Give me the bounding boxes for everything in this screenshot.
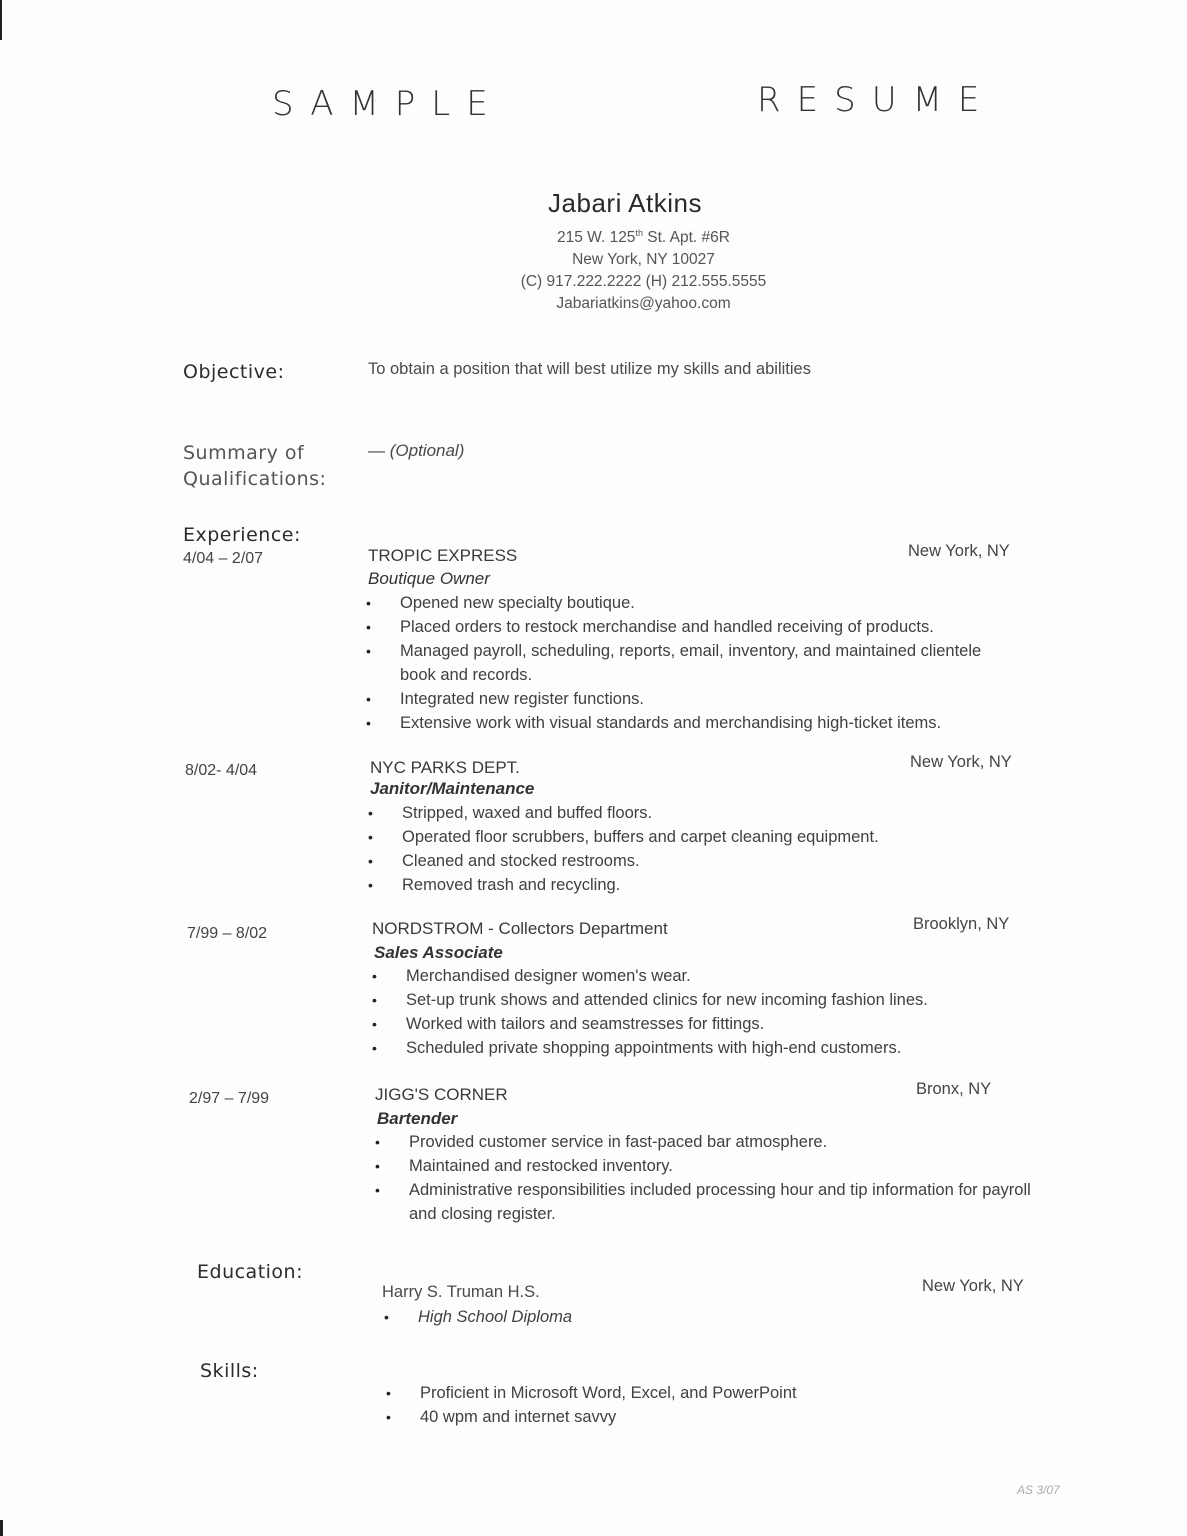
bullet-item: • Opened new specialty boutique. (366, 591, 1046, 615)
address-line: 215 W. 125th St. Apt. #6R (557, 228, 730, 247)
bullet-item: • Managed payroll, scheduling, reports, email, inventory, and maintained clientele book and records. (366, 639, 1020, 687)
bullet-item: • Integrated new register functions. (366, 687, 1046, 711)
job-bullets (368, 801, 1048, 897)
skill-item: • Proficient in Microsoft Word, Excel, and PowerPoint (386, 1381, 986, 1405)
bullet-item: • Operated floor scrubbers, buffers and carpet cleaning equipment. (368, 825, 1048, 849)
job-location: New York, NY (908, 542, 1010, 560)
applicant-name: Jabari Atkins (548, 188, 702, 218)
job-role: Bartender (377, 1109, 458, 1128)
email-address: Jabariatkins@yahoo.com (556, 295, 731, 313)
job-company: NORDSTROM - Collectors Department (372, 919, 668, 938)
job-dates: 4/04 – 2/07 (183, 550, 264, 567)
skills-bullets (386, 1381, 986, 1429)
bullet-item: • Extensive work with visual standards and merchandising high-ticket items. (366, 711, 1046, 735)
job-location: Brooklyn, NY (913, 915, 1010, 933)
bullet-item: • Removed trash and recycling. (368, 873, 1048, 897)
job-role: Boutique Owner (368, 569, 490, 588)
bullet-item: • Stripped, waxed and buffed floors. (368, 801, 1048, 825)
job-bullets (366, 591, 1046, 735)
education-label: Education: (197, 1261, 303, 1283)
education-degree: • High School Diploma (384, 1305, 884, 1329)
job-dates: 2/97 – 7/99 (189, 1090, 270, 1107)
objective-label: Objective: (183, 361, 285, 383)
job-company: NYC PARKS DEPT. (370, 758, 520, 777)
objective-text: To obtain a position that will best utilize my skills and abilities (368, 360, 811, 378)
bullet-item: • Provided customer service in fast-paced bar atmosphere. (375, 1130, 1055, 1154)
bullet-item: • Merchandised designer women's wear. (372, 964, 1052, 988)
bullet-item: • Placed orders to restock merchandise and handled receiving of products. (366, 615, 1046, 639)
job-bullets (372, 964, 1052, 1060)
title-resume: RESUME (757, 80, 996, 120)
scan-edge-mark-bottom (0, 1520, 3, 1536)
job-company: TROPIC EXPRESS (368, 546, 518, 565)
bullet-item: • Set-up trunk shows and attended clinics for new incoming fashion lines. (372, 988, 1052, 1012)
job-role: Janitor/Maintenance (370, 779, 535, 798)
bullet-item: • Worked with tailors and seamstresses for fittings. (372, 1012, 1052, 1036)
summary-label-line2: Qualifications: (183, 468, 327, 490)
footer-note: AS 3/07 (1017, 1483, 1060, 1497)
summary-text: — (Optional) (368, 441, 465, 460)
experience-label: Experience: (183, 524, 301, 546)
education-bullets (384, 1305, 884, 1329)
summary-label-line1: Summary of (183, 442, 305, 464)
job-bullets (375, 1130, 1055, 1226)
job-location: Bronx, NY (916, 1080, 992, 1098)
job-dates: 7/99 – 8/02 (187, 925, 268, 942)
job-role: Sales Associate (374, 943, 503, 962)
phone-line: (C) 917.222.2222 (H) 212.555.5555 (520, 273, 767, 291)
title-sample: SAMPLE (272, 84, 504, 124)
job-dates: 8/02- 4/04 (185, 762, 258, 779)
bullet-item: • Scheduled private shopping appointments with high-end customers. (372, 1036, 1052, 1060)
bullet-item: • Administrative responsibilities included processing hour and tip information for payroll and closing register. (375, 1178, 1059, 1226)
contact-block (0, 222, 1187, 315)
bullet-item: • Maintained and restocked inventory. (375, 1154, 1055, 1178)
job-location: New York, NY (910, 753, 1012, 771)
scan-edge-mark-top (0, 0, 2, 40)
city-line: New York, NY 10027 (572, 251, 715, 269)
education-school: Harry S. Truman H.S. (382, 1283, 540, 1301)
skill-item: • 40 wpm and internet savvy (386, 1405, 986, 1429)
bullet-item: • Cleaned and stocked restrooms. (368, 849, 1048, 873)
job-company: JIGG'S CORNER (375, 1085, 508, 1104)
education-location: New York, NY (922, 1277, 1024, 1295)
skills-label: Skills: (200, 1360, 259, 1382)
